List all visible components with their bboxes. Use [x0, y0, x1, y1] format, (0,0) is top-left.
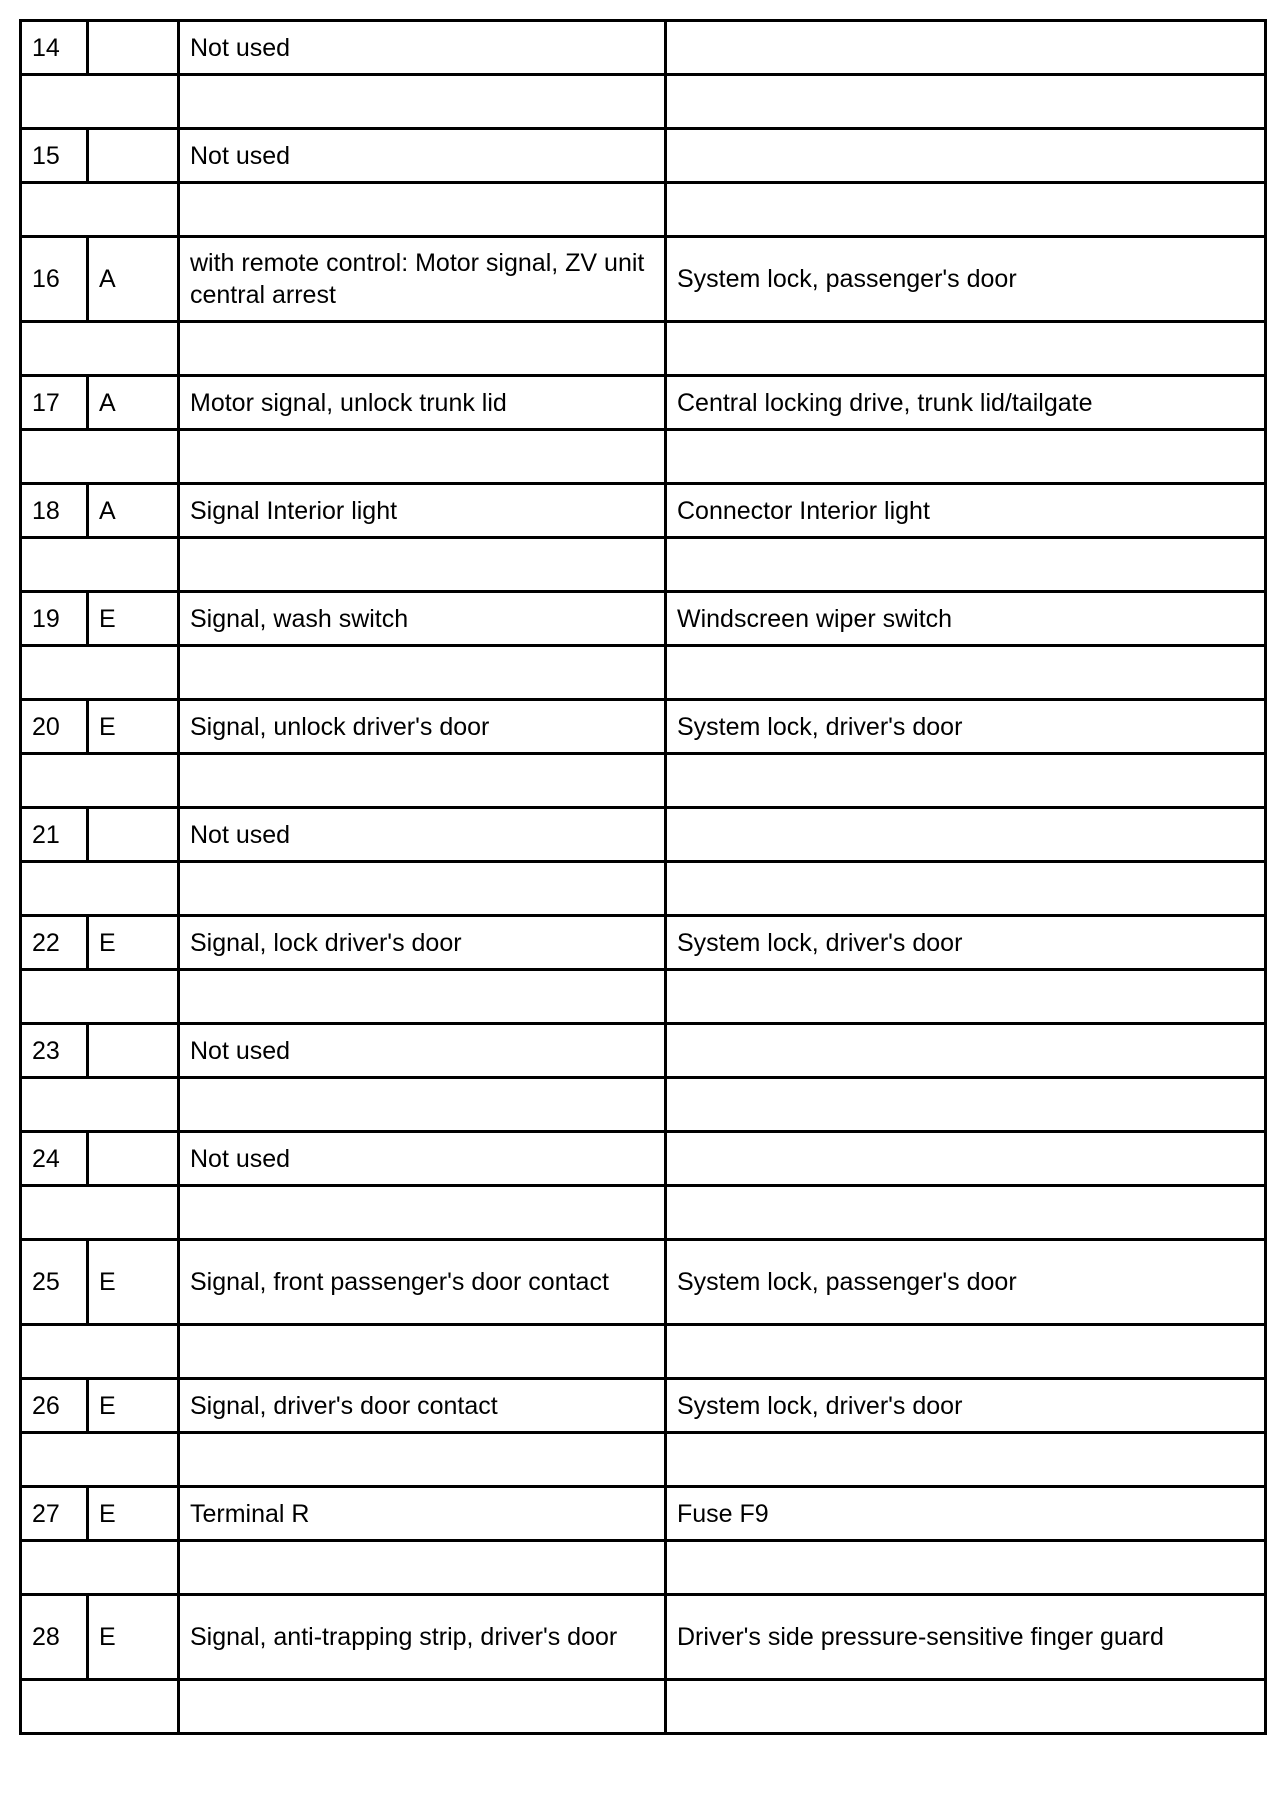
pin-number: 21	[21, 808, 88, 862]
pin-assignment-table	[19, 19, 1267, 1735]
spacer-row	[21, 1541, 1266, 1595]
pin-number: 27	[21, 1487, 88, 1541]
table-row	[21, 376, 1266, 430]
spacer-row	[21, 970, 1266, 1024]
pin-number: 15	[21, 129, 88, 183]
spacer-row	[21, 862, 1266, 916]
pin-signal: with remote control: Motor signal, ZV unit central arrest	[179, 237, 666, 322]
pin-direction	[88, 1024, 179, 1078]
pin-component	[666, 808, 1266, 862]
pin-component	[666, 129, 1266, 183]
table-row	[21, 808, 1266, 862]
pin-direction	[88, 1132, 179, 1186]
spacer-row	[21, 754, 1266, 808]
pin-component: Fuse F9	[666, 1487, 1266, 1541]
spacer-row	[21, 1186, 1266, 1240]
spacer-row	[21, 1680, 1266, 1734]
pin-number: 14	[21, 21, 88, 75]
pin-direction	[88, 129, 179, 183]
table-row	[21, 916, 1266, 970]
spacer-row	[21, 538, 1266, 592]
pin-direction	[88, 21, 179, 75]
pin-signal: Motor signal, unlock trunk lid	[179, 376, 666, 430]
table-row	[21, 1595, 1266, 1680]
spacer-row	[21, 1325, 1266, 1379]
pin-number: 20	[21, 700, 88, 754]
table-row	[21, 129, 1266, 183]
pin-signal: Not used	[179, 1132, 666, 1186]
table-row	[21, 484, 1266, 538]
pin-component: System lock, driver's door	[666, 700, 1266, 754]
spacer-row	[21, 183, 1266, 237]
table-row	[21, 1379, 1266, 1433]
pin-component: System lock, driver's door	[666, 1379, 1266, 1433]
pin-signal: Signal, unlock driver's door	[179, 700, 666, 754]
pin-number: 23	[21, 1024, 88, 1078]
pin-component	[666, 21, 1266, 75]
table-row	[21, 1132, 1266, 1186]
pin-number: 25	[21, 1240, 88, 1325]
pin-component: Windscreen wiper switch	[666, 592, 1266, 646]
pin-signal: Signal, wash switch	[179, 592, 666, 646]
pin-direction: A	[88, 484, 179, 538]
spacer-row	[21, 75, 1266, 129]
pin-number: 19	[21, 592, 88, 646]
pin-direction: A	[88, 376, 179, 430]
pin-number: 22	[21, 916, 88, 970]
pin-component: Central locking drive, trunk lid/tailgate	[666, 376, 1266, 430]
spacer-row	[21, 646, 1266, 700]
pin-signal: Signal, lock driver's door	[179, 916, 666, 970]
pin-component: Driver's side pressure-sensitive finger guard	[666, 1595, 1266, 1680]
pin-direction: E	[88, 1379, 179, 1433]
pin-number: 24	[21, 1132, 88, 1186]
pin-signal: Not used	[179, 129, 666, 183]
pin-component: System lock, driver's door	[666, 916, 1266, 970]
pin-signal: Not used	[179, 21, 666, 75]
pin-direction: E	[88, 916, 179, 970]
pin-component: System lock, passenger's door	[666, 1240, 1266, 1325]
pin-direction: E	[88, 700, 179, 754]
pin-signal: Signal, anti-trapping strip, driver's door	[179, 1595, 666, 1680]
pin-direction: E	[88, 1240, 179, 1325]
pin-number: 26	[21, 1379, 88, 1433]
pin-component	[666, 1132, 1266, 1186]
pin-direction: A	[88, 237, 179, 322]
spacer-row	[21, 430, 1266, 484]
table-row	[21, 1024, 1266, 1078]
pin-component: Connector Interior light	[666, 484, 1266, 538]
pin-signal: Signal, front passenger's door contact	[179, 1240, 666, 1325]
pin-number: 16	[21, 237, 88, 322]
pin-signal: Not used	[179, 808, 666, 862]
table-row	[21, 21, 1266, 75]
pin-direction: E	[88, 1487, 179, 1541]
table-row	[21, 700, 1266, 754]
spacer-row	[21, 322, 1266, 376]
pin-signal: Not used	[179, 1024, 666, 1078]
pin-direction	[88, 808, 179, 862]
spacer-row	[21, 1078, 1266, 1132]
pin-component: System lock, passenger's door	[666, 237, 1266, 322]
table-row	[21, 237, 1266, 322]
spacer-row	[21, 1433, 1266, 1487]
pin-component	[666, 1024, 1266, 1078]
pin-direction: E	[88, 1595, 179, 1680]
pin-signal: Signal, driver's door contact	[179, 1379, 666, 1433]
pin-number: 17	[21, 376, 88, 430]
pin-signal: Signal Interior light	[179, 484, 666, 538]
table-row	[21, 592, 1266, 646]
table-row	[21, 1487, 1266, 1541]
pin-number: 18	[21, 484, 88, 538]
table-row	[21, 1240, 1266, 1325]
pin-direction: E	[88, 592, 179, 646]
pin-signal: Terminal R	[179, 1487, 666, 1541]
pin-number: 28	[21, 1595, 88, 1680]
